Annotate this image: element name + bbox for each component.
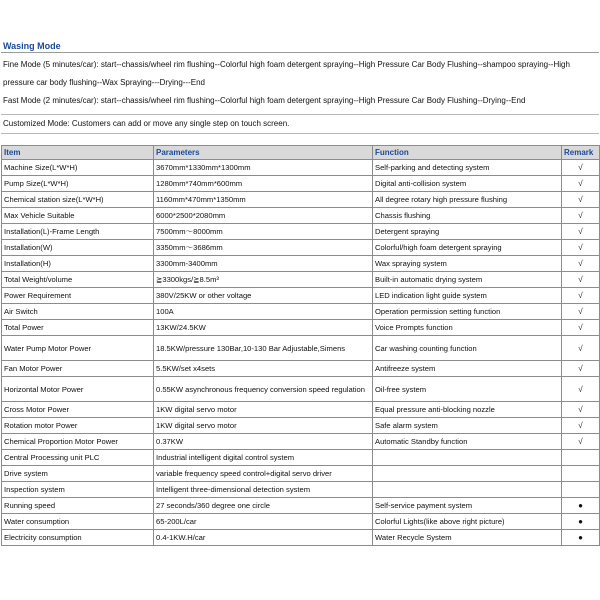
cell-parameter: 13KW/24.5KW [154,320,373,336]
cell-item: Air Switch [2,304,154,320]
cell-parameter: 1KW digital servo motor [154,418,373,434]
cell-function: LED indication light guide system [373,288,562,304]
table-row [2,240,600,256]
cell-remark: √ [562,288,600,304]
cell-item: Installation(W) [2,240,154,256]
cell-parameter: 1160mm*470mm*1350mm [154,192,373,208]
table-header-row [2,146,600,160]
cell-item: Cross Motor Power [2,402,154,418]
table-row [2,361,600,377]
cell-remark [562,450,600,466]
cell-parameter: 0.37KW [154,434,373,450]
table-row [2,192,600,208]
table-row [2,434,600,450]
cell-remark: √ [562,176,600,192]
fine-mode-text: Fine Mode (5 minutes/car): start--chassis/wheel rim flushing--Colorful high foam detergent spraying--High Pressure Car Body Flushing--shampoo spraying--High pressure car body flushing--Wax Spraying---Drying---End [3,60,570,87]
cell-item: Installation(H) [2,256,154,272]
table-row [2,466,600,482]
table-row [2,336,600,361]
cell-item: Chemical Proportion Motor Power [2,434,154,450]
cell-parameter: 1280mm*740mm*600mm [154,176,373,192]
washing-mode-title: Wasing Mode [1,40,599,53]
header-parameters: Parameters [154,146,373,160]
cell-function: Self-parking and detecting system [373,160,562,176]
spec-sheet [1,40,599,546]
table-row [2,514,600,530]
cell-function [373,450,562,466]
table-row [2,377,600,402]
cell-function: All degree rotary high pressure flushing [373,192,562,208]
cell-remark: √ [562,320,600,336]
cell-function: Antifreeze system [373,361,562,377]
cell-remark [562,466,600,482]
table-row [2,320,600,336]
cell-item: Electricity consumption [2,530,154,546]
table-row [2,272,600,288]
cell-parameter: 7500mm～8000mm [154,224,373,240]
cell-function: Chassis flushing [373,208,562,224]
customized-mode-text: Customized Mode: Customers can add or move any single step on touch screen. [1,115,599,134]
cell-parameter: 18.5KW/pressure 130Bar,10-130 Bar Adjustable,Simens [154,336,373,361]
cell-parameter: 1KW digital servo motor [154,402,373,418]
cell-remark: √ [562,304,600,320]
cell-parameter: ≧3300kgs/≧8.5m³ [154,272,373,288]
cell-parameter: 3350mm～3686mm [154,240,373,256]
spec-table-body [2,160,600,546]
table-row [2,482,600,498]
fast-mode-text: Fast Mode (2 minutes/car): start--chassis/wheel rim flushing--Colorful high foam detergent spraying--High Pressure Car Body Flushing--Drying--End [3,96,526,105]
cell-remark: √ [562,361,600,377]
cell-parameter: 27 seconds/360 degree one circle [154,498,373,514]
cell-function: Operation permission setting function [373,304,562,320]
cell-parameter: 5.5KW/set x4sets [154,361,373,377]
header-function: Function [373,146,562,160]
cell-parameter: 0.55KW asynchronous frequency conversion speed regulation [154,377,373,402]
cell-parameter: variable frequency speed control+digital servo driver [154,466,373,482]
cell-parameter: 65-200L/car [154,514,373,530]
table-row [2,160,600,176]
table-row [2,402,600,418]
cell-item: Pump Size(L*W*H) [2,176,154,192]
cell-item: Inspection system [2,482,154,498]
cell-item: Installation(L)-Frame Length [2,224,154,240]
cell-function: Voice Prompts function [373,320,562,336]
cell-item: Total Power [2,320,154,336]
cell-parameter: 380V/25KW or other voltage [154,288,373,304]
cell-item: Running speed [2,498,154,514]
table-row [2,530,600,546]
cell-item: Fan Motor Power [2,361,154,377]
cell-remark: √ [562,418,600,434]
cell-remark: √ [562,434,600,450]
cell-function: Safe alarm system [373,418,562,434]
cell-remark: ● [562,498,600,514]
cell-remark: √ [562,192,600,208]
header-item: Item [2,146,154,160]
cell-parameter: 6000*2500*2080mm [154,208,373,224]
cell-remark: √ [562,336,600,361]
cell-parameter: Industrial intelligent digital control system [154,450,373,466]
cell-parameter: 0.4-1KW.H/car [154,530,373,546]
washing-mode-description [1,53,599,115]
cell-remark: √ [562,208,600,224]
cell-function: Colorful/high foam detergent spraying [373,240,562,256]
cell-remark: ● [562,530,600,546]
cell-remark: √ [562,272,600,288]
cell-item: Water consumption [2,514,154,530]
table-row [2,450,600,466]
cell-parameter: 100A [154,304,373,320]
cell-item: Max Vehicle Suitable [2,208,154,224]
cell-item: Central Processing unit PLC [2,450,154,466]
cell-item: Power Requirement [2,288,154,304]
spec-table [1,145,600,546]
cell-function: Built-in automatic drying system [373,272,562,288]
table-row [2,288,600,304]
cell-remark: √ [562,256,600,272]
cell-remark: √ [562,402,600,418]
cell-function: Self-service payment system [373,498,562,514]
cell-item: Water Pump Motor Power [2,336,154,361]
cell-function: Automatic Standby function [373,434,562,450]
cell-function: Equal pressure anti-blocking nozzle [373,402,562,418]
cell-function: Water Recycle System [373,530,562,546]
cell-item: Drive system [2,466,154,482]
cell-parameter: 3300mm-3400mm [154,256,373,272]
cell-function [373,466,562,482]
cell-remark: √ [562,240,600,256]
cell-function: Car washing counting function [373,336,562,361]
cell-parameter: Intelligent three-dimensional detection system [154,482,373,498]
header-remark: Remark [562,146,600,160]
cell-function: Wax spraying system [373,256,562,272]
cell-item: Total Weight/volume [2,272,154,288]
cell-remark: ● [562,514,600,530]
table-row [2,304,600,320]
cell-function [373,482,562,498]
cell-remark: √ [562,224,600,240]
cell-item: Machine Size(L*W*H) [2,160,154,176]
table-row [2,498,600,514]
cell-item: Chemical station size(L*W*H) [2,192,154,208]
table-row [2,176,600,192]
cell-remark: √ [562,160,600,176]
cell-function: Colorful Lights(like above right picture) [373,514,562,530]
cell-function: Oil-free system [373,377,562,402]
table-row [2,224,600,240]
table-row [2,256,600,272]
table-row [2,208,600,224]
cell-function: Detergent spraying [373,224,562,240]
table-row [2,418,600,434]
cell-remark: √ [562,377,600,402]
cell-item: Horizontal Motor Power [2,377,154,402]
cell-remark [562,482,600,498]
cell-parameter: 3670mm*1330mm*1300mm [154,160,373,176]
cell-item: Rotation motor Power [2,418,154,434]
cell-function: Digital anti-collision system [373,176,562,192]
